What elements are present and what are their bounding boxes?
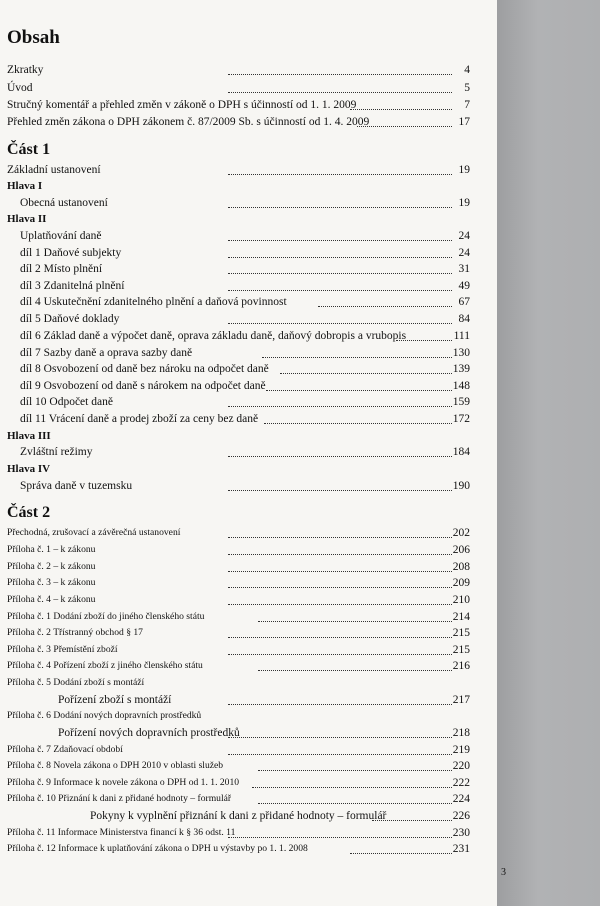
toc-entry <box>0 843 470 859</box>
toc-entry-label: Příloha č. 11 Informace Ministerstva financí k § 36 odst. 11 <box>7 827 236 838</box>
toc-entry-page: 31 <box>458 263 470 275</box>
toc-entry <box>0 230 470 246</box>
toc-entry-page: 216 <box>452 660 470 672</box>
dot-leader <box>258 760 452 771</box>
dot-leader <box>228 446 452 457</box>
toc-entry-label: díl 9 Osvobození od daně s nárokem na odpočet daně <box>20 380 266 392</box>
toc-entry-label: Příloha č. 7 Zdaňovací období <box>7 744 123 755</box>
dot-leader <box>350 843 452 854</box>
toc-entry-label: Příloha č. 4 Pořízení zboží z jiného členského státu <box>7 660 203 671</box>
dot-leader <box>262 347 452 358</box>
toc-entry-page: 7 <box>464 99 470 111</box>
toc-entry <box>0 527 470 543</box>
toc-entry-label: Příloha č. 2 – k zákonu <box>7 561 96 572</box>
toc-entry-page: 218 <box>452 727 470 739</box>
toc-entry-label: Zkratky <box>7 64 44 76</box>
toc-entry-label: Příloha č. 5 Dodání zboží s montáží <box>7 677 145 688</box>
toc-entry <box>0 99 470 115</box>
toc-entry <box>0 263 470 279</box>
toc-entry <box>0 544 470 560</box>
toc-entry <box>0 330 470 346</box>
dot-leader <box>228 64 452 75</box>
dot-leader <box>266 380 452 391</box>
toc-entry <box>0 694 470 710</box>
toc-entry <box>0 363 470 379</box>
toc-entry-page: 214 <box>452 611 470 623</box>
toc-entry-page: 148 <box>452 380 470 392</box>
toc-entry-page: 215 <box>452 627 470 639</box>
toc-entry-page: 190 <box>452 480 470 492</box>
part1-heading: Část 1 <box>7 141 51 158</box>
dot-leader <box>228 827 452 838</box>
toc-entry-page: 19 <box>458 197 470 209</box>
toc-entry-label: Příloha č. 1 Dodání zboží do jiného členského státu <box>7 611 205 622</box>
toc-entry <box>0 611 470 627</box>
toc-entry-page: 215 <box>452 644 470 656</box>
toc-entry-page: 208 <box>452 561 470 573</box>
toc-entry <box>0 413 470 429</box>
toc-entry-page: 210 <box>452 594 470 606</box>
toc-entry-label: Uplatňování daně <box>20 230 102 242</box>
toc-entry-label: Příloha č. 3 – k zákonu <box>7 577 96 588</box>
toc-entry-page: 217 <box>452 694 470 706</box>
toc-entry <box>0 793 470 809</box>
dot-leader <box>280 363 452 374</box>
toc-entry-label: Zvláštní režimy <box>20 446 93 458</box>
toc-entry <box>0 677 470 693</box>
dot-leader <box>357 116 452 127</box>
toc-entry <box>0 627 470 643</box>
dot-leader <box>228 644 452 655</box>
toc-entry-label: Úvod <box>7 82 33 94</box>
toc-entry-label: Příloha č. 12 Informace k uplatňování zákona o DPH u výstavby po 1. 1. 2008 <box>7 843 308 854</box>
next-page-edge <box>497 0 600 906</box>
dot-leader <box>228 230 452 241</box>
toc-entry-page: 226 <box>452 810 470 822</box>
toc-entry <box>0 116 470 132</box>
toc-entry <box>0 164 470 180</box>
toc-entry <box>0 247 470 263</box>
toc-entry-label: Přechodná, zrušovací a závěrečná ustanovení <box>7 527 181 538</box>
toc-entry-label: Pokyny k vyplnění přiznání k dani z přidané hodnoty – formulář <box>90 810 387 822</box>
dot-leader <box>228 164 452 175</box>
toc-entry-label: Hlava III <box>7 430 51 442</box>
toc-entry-label: díl 5 Daňové doklady <box>20 313 120 325</box>
toc-entry-label: díl 10 Odpočet daně <box>20 396 113 408</box>
dot-leader <box>228 247 452 258</box>
toc-entry-label: Přehled změn zákona o DPH zákonem č. 87/2009 Sb. s účinností od 1. 4. 2009 <box>7 116 370 128</box>
toc-entry-label: Příloha č. 9 Informace k novele zákona o DPH od 1. 1. 2010 <box>7 777 240 788</box>
toc-entry-label: Pořízení zboží s montáží <box>58 694 172 706</box>
dot-leader <box>228 744 452 755</box>
toc-entry-label: díl 3 Zdanitelná plnění <box>20 280 125 292</box>
dot-leader <box>228 197 452 208</box>
toc-entry-label: Základní ustanovení <box>7 164 101 176</box>
toc-entry <box>0 430 470 446</box>
toc-entry-label: Příloha č. 3 Přemístění zboží <box>7 644 118 655</box>
dot-leader <box>228 627 452 638</box>
toc-entry <box>0 64 470 80</box>
toc-entry <box>0 82 470 98</box>
page-title: Obsah <box>7 27 60 48</box>
toc-entry <box>0 347 470 363</box>
dot-leader <box>258 611 452 622</box>
toc-entry-label: Příloha č. 8 Novela zákona o DPH 2010 v oblasti služeb <box>7 760 224 771</box>
page-number: 3 <box>501 867 506 878</box>
toc-entry-label: díl 7 Sazby daně a oprava sazby daně <box>20 347 193 359</box>
toc-entry-label: díl 1 Daňové subjekty <box>20 247 122 259</box>
toc-entry-label: Hlava I <box>7 180 43 192</box>
toc-entry-page: 111 <box>453 330 470 342</box>
toc-entry <box>0 280 470 296</box>
dot-leader <box>228 594 452 605</box>
toc-entry-page: 4 <box>464 64 470 76</box>
dot-leader <box>228 694 452 705</box>
toc-entry-page: 172 <box>452 413 470 425</box>
toc-entry-label: Pořízení nových dopravních prostředků <box>58 727 240 739</box>
toc-entry-label: Příloha č. 6 Dodání nových dopravních prostředků <box>7 710 202 721</box>
dot-leader <box>228 280 452 291</box>
toc-entry-label: Správa daně v tuzemsku <box>20 480 133 492</box>
toc-entry <box>0 777 470 793</box>
toc-entry <box>0 463 470 479</box>
toc-entry-page: 24 <box>458 247 470 259</box>
toc-entry-page: 19 <box>458 164 470 176</box>
dot-leader <box>228 82 452 93</box>
toc-entry <box>0 577 470 593</box>
toc-entry-page: 67 <box>458 296 470 308</box>
dot-leader <box>228 527 452 538</box>
dot-leader <box>258 660 452 671</box>
toc-entry <box>0 760 470 776</box>
toc-entry-label: díl 8 Osvobození od daně bez nároku na odpočet daně <box>20 363 269 375</box>
dot-leader <box>228 263 452 274</box>
toc-entry <box>0 660 470 676</box>
toc-entry-page: 184 <box>452 446 470 458</box>
toc-entry-label: díl 11 Vrácení daně a prodej zboží za ceny bez daně <box>20 413 259 425</box>
dot-leader <box>228 480 452 491</box>
toc-entry-page: 84 <box>458 313 470 325</box>
toc-entry-page: 219 <box>452 744 470 756</box>
dot-leader <box>228 561 452 572</box>
toc-entry <box>0 727 470 743</box>
toc-entry <box>0 480 470 496</box>
dot-leader <box>228 313 452 324</box>
dot-leader <box>258 793 452 804</box>
toc-entry-label: Příloha č. 1 – k zákonu <box>7 544 96 555</box>
toc-entry-label: Hlava II <box>7 213 47 225</box>
toc-entry-label: díl 2 Místo plnění <box>20 263 103 275</box>
toc-entry-page: 209 <box>452 577 470 589</box>
dot-leader <box>350 99 452 110</box>
toc-entry-page: 49 <box>458 280 470 292</box>
toc-entry-page: 159 <box>452 396 470 408</box>
toc-entry-page: 206 <box>452 544 470 556</box>
toc-entry <box>0 296 470 312</box>
dot-leader <box>252 777 452 788</box>
toc-entry-page: 231 <box>452 843 470 855</box>
toc-entry-page: 17 <box>458 116 470 128</box>
toc-entry-page: 230 <box>452 827 470 839</box>
dot-leader <box>228 396 452 407</box>
dot-leader <box>228 727 452 738</box>
toc-entry <box>0 710 470 726</box>
toc-entry-page: 5 <box>464 82 470 94</box>
toc-entry <box>0 594 470 610</box>
part2-heading: Část 2 <box>7 504 51 521</box>
dot-leader <box>264 413 452 424</box>
toc-entry <box>0 561 470 577</box>
toc-entry <box>0 213 470 229</box>
toc-entry-page: 220 <box>452 760 470 772</box>
toc-entry-page: 139 <box>452 363 470 375</box>
toc-entry <box>0 744 470 760</box>
toc-entry <box>0 827 470 843</box>
toc-entry-label: Příloha č. 10 Přiznání k dani z přidané hodnoty – formulář <box>7 793 232 804</box>
toc-entry <box>0 313 470 329</box>
toc-entry-page: 222 <box>452 777 470 789</box>
toc-entry-page: 202 <box>452 527 470 539</box>
toc-entry <box>0 197 470 213</box>
toc-entry-label: Příloha č. 2 Třístranný obchod § 17 <box>7 627 143 638</box>
toc-entry-label: Hlava IV <box>7 463 51 475</box>
dot-leader <box>228 544 452 555</box>
toc-entry-label: díl 4 Uskutečnění zdanitelného plnění a daňová povinnost <box>20 296 287 308</box>
toc-entry-label: Stručný komentář a přehled změn v zákoně o DPH s účinností od 1. 1. 2009 <box>7 99 357 111</box>
toc-entry-page: 24 <box>458 230 470 242</box>
toc-entry <box>0 380 470 396</box>
toc-entry-label: Obecná ustanovení <box>20 197 108 209</box>
toc-entry-label: Příloha č. 4 – k zákonu <box>7 594 96 605</box>
toc-entry <box>0 446 470 462</box>
dot-leader <box>228 577 452 588</box>
toc-entry <box>0 396 470 412</box>
toc-entry <box>0 810 470 826</box>
toc-entry-label: díl 6 Základ daně a výpočet daně, oprava základu daně, daňový dobropis a vrubopis <box>20 330 407 342</box>
dot-leader <box>318 296 452 307</box>
toc-entry-page: 130 <box>452 347 470 359</box>
toc-entry <box>0 644 470 660</box>
toc-entry-page: 224 <box>452 793 470 805</box>
toc-entry <box>0 180 470 196</box>
